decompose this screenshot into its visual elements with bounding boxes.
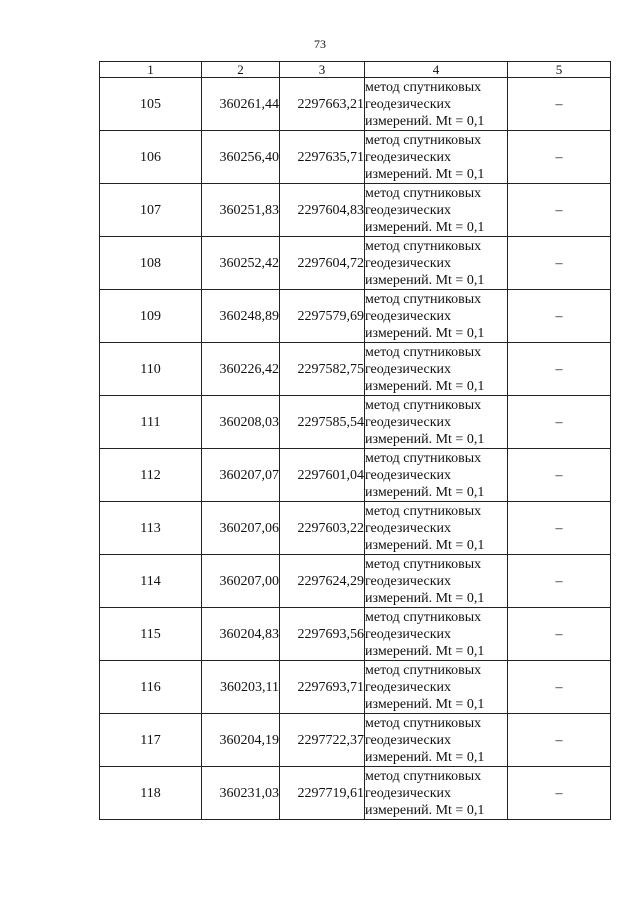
- method-line: метод спутниковых: [365, 450, 482, 466]
- method-line: измерений. Mt = 0,1: [365, 590, 485, 606]
- y-coordinate-cell: 2297603,22: [280, 502, 365, 555]
- x-coordinate-cell: 360251,83: [202, 184, 280, 237]
- table-row: [100, 608, 611, 661]
- note-cell: –: [508, 290, 611, 343]
- method-line: геодезических: [365, 96, 452, 112]
- method-line: геодезических: [365, 149, 452, 165]
- method-cell: [365, 767, 508, 820]
- method-line: геодезических: [365, 732, 452, 748]
- method-line: геодезических: [365, 573, 452, 589]
- point-number-cell: 111: [100, 396, 202, 449]
- method-line: измерений. Mt = 0,1: [365, 113, 485, 129]
- method-line: измерений. Mt = 0,1: [365, 537, 485, 553]
- note-cell: –: [508, 502, 611, 555]
- y-coordinate-cell: 2297604,83: [280, 184, 365, 237]
- point-number-cell: 112: [100, 449, 202, 502]
- y-coordinate-cell: 2297693,71: [280, 661, 365, 714]
- method-cell: [365, 184, 508, 237]
- method-line: метод спутниковых: [365, 556, 482, 572]
- method-line: измерений. Mt = 0,1: [365, 484, 485, 500]
- method-cell: [365, 78, 508, 131]
- x-coordinate-cell: 360204,83: [202, 608, 280, 661]
- column-header: 4: [365, 62, 508, 78]
- note-cell: –: [508, 343, 611, 396]
- table-header: [100, 62, 611, 78]
- method-line: измерений. Mt = 0,1: [365, 696, 485, 712]
- method-line: метод спутниковых: [365, 715, 482, 731]
- method-line: геодезических: [365, 679, 452, 695]
- method-line: метод спутниковых: [365, 132, 482, 148]
- x-coordinate-cell: 360248,89: [202, 290, 280, 343]
- point-number-cell: 116: [100, 661, 202, 714]
- point-number-cell: 105: [100, 78, 202, 131]
- table-row: [100, 555, 611, 608]
- method-cell: [365, 608, 508, 661]
- x-coordinate-cell: 360261,44: [202, 78, 280, 131]
- table-row: [100, 78, 611, 131]
- method-line: геодезических: [365, 785, 452, 801]
- note-cell: –: [508, 396, 611, 449]
- method-line: измерений. Mt = 0,1: [365, 272, 485, 288]
- method-line: геодезических: [365, 467, 452, 483]
- column-header: 3: [280, 62, 365, 78]
- table-row: [100, 131, 611, 184]
- table-row: [100, 237, 611, 290]
- method-cell: [365, 396, 508, 449]
- note-cell: –: [508, 237, 611, 290]
- method-cell: [365, 131, 508, 184]
- method-line: метод спутниковых: [365, 185, 482, 201]
- method-cell: [365, 237, 508, 290]
- method-line: метод спутниковых: [365, 662, 482, 678]
- y-coordinate-cell: 2297579,69: [280, 290, 365, 343]
- point-number-cell: 106: [100, 131, 202, 184]
- note-cell: –: [508, 78, 611, 131]
- point-number-cell: 114: [100, 555, 202, 608]
- y-coordinate-cell: 2297663,21: [280, 78, 365, 131]
- y-coordinate-cell: 2297635,71: [280, 131, 365, 184]
- x-coordinate-cell: 360252,42: [202, 237, 280, 290]
- method-line: метод спутниковых: [365, 238, 482, 254]
- x-coordinate-cell: 360207,00: [202, 555, 280, 608]
- method-line: геодезических: [365, 255, 452, 271]
- table-row: [100, 767, 611, 820]
- method-line: геодезических: [365, 202, 452, 218]
- method-cell: [365, 290, 508, 343]
- point-number-cell: 118: [100, 767, 202, 820]
- method-cell: [365, 661, 508, 714]
- note-cell: –: [508, 767, 611, 820]
- point-number-cell: 107: [100, 184, 202, 237]
- table-row: [100, 661, 611, 714]
- x-coordinate-cell: 360207,06: [202, 502, 280, 555]
- method-line: геодезических: [365, 626, 452, 642]
- point-number-cell: 117: [100, 714, 202, 767]
- method-line: измерений. Mt = 0,1: [365, 431, 485, 447]
- method-line: измерений. Mt = 0,1: [365, 802, 485, 818]
- x-coordinate-cell: 360256,40: [202, 131, 280, 184]
- x-coordinate-cell: 360208,03: [202, 396, 280, 449]
- table-row: [100, 449, 611, 502]
- method-line: геодезических: [365, 361, 452, 377]
- method-line: метод спутниковых: [365, 291, 482, 307]
- y-coordinate-cell: 2297582,75: [280, 343, 365, 396]
- header-row: [100, 62, 611, 78]
- y-coordinate-cell: 2297624,29: [280, 555, 365, 608]
- point-number-cell: 109: [100, 290, 202, 343]
- x-coordinate-cell: 360231,03: [202, 767, 280, 820]
- method-line: измерений. Mt = 0,1: [365, 325, 485, 341]
- table-row: [100, 714, 611, 767]
- page-number: 73: [314, 37, 326, 51]
- y-coordinate-cell: 2297722,37: [280, 714, 365, 767]
- point-number-cell: 113: [100, 502, 202, 555]
- x-coordinate-cell: 360207,07: [202, 449, 280, 502]
- note-cell: –: [508, 714, 611, 767]
- table-body: [100, 78, 611, 820]
- table-row: [100, 184, 611, 237]
- method-line: геодезических: [365, 520, 452, 536]
- method-cell: [365, 343, 508, 396]
- method-cell: [365, 555, 508, 608]
- note-cell: –: [508, 608, 611, 661]
- y-coordinate-cell: 2297693,56: [280, 608, 365, 661]
- method-line: метод спутниковых: [365, 79, 482, 95]
- point-number-cell: 108: [100, 237, 202, 290]
- method-line: метод спутниковых: [365, 768, 482, 784]
- method-line: геодезических: [365, 414, 452, 430]
- coordinates-table: [99, 61, 611, 820]
- note-cell: –: [508, 449, 611, 502]
- method-line: измерений. Mt = 0,1: [365, 166, 485, 182]
- x-coordinate-cell: 360203,11: [202, 661, 280, 714]
- note-cell: –: [508, 555, 611, 608]
- y-coordinate-cell: 2297585,54: [280, 396, 365, 449]
- note-cell: –: [508, 184, 611, 237]
- method-line: метод спутниковых: [365, 344, 482, 360]
- table-row: [100, 502, 611, 555]
- table-row: [100, 343, 611, 396]
- method-line: измерений. Mt = 0,1: [365, 749, 485, 765]
- method-line: метод спутниковых: [365, 609, 482, 625]
- x-coordinate-cell: 360204,19: [202, 714, 280, 767]
- table-row: [100, 396, 611, 449]
- table-row: [100, 290, 611, 343]
- method-cell: [365, 714, 508, 767]
- column-header: 2: [202, 62, 280, 78]
- column-header: 1: [100, 62, 202, 78]
- column-header: 5: [508, 62, 611, 78]
- method-cell: [365, 449, 508, 502]
- method-line: метод спутниковых: [365, 397, 482, 413]
- method-line: измерений. Mt = 0,1: [365, 219, 485, 235]
- note-cell: –: [508, 131, 611, 184]
- point-number-cell: 110: [100, 343, 202, 396]
- note-cell: –: [508, 661, 611, 714]
- x-coordinate-cell: 360226,42: [202, 343, 280, 396]
- method-line: метод спутниковых: [365, 503, 482, 519]
- point-number-cell: 115: [100, 608, 202, 661]
- y-coordinate-cell: 2297719,61: [280, 767, 365, 820]
- method-line: измерений. Mt = 0,1: [365, 378, 485, 394]
- method-line: измерений. Mt = 0,1: [365, 643, 485, 659]
- method-line: геодезических: [365, 308, 452, 324]
- y-coordinate-cell: 2297604,72: [280, 237, 365, 290]
- method-cell: [365, 502, 508, 555]
- y-coordinate-cell: 2297601,04: [280, 449, 365, 502]
